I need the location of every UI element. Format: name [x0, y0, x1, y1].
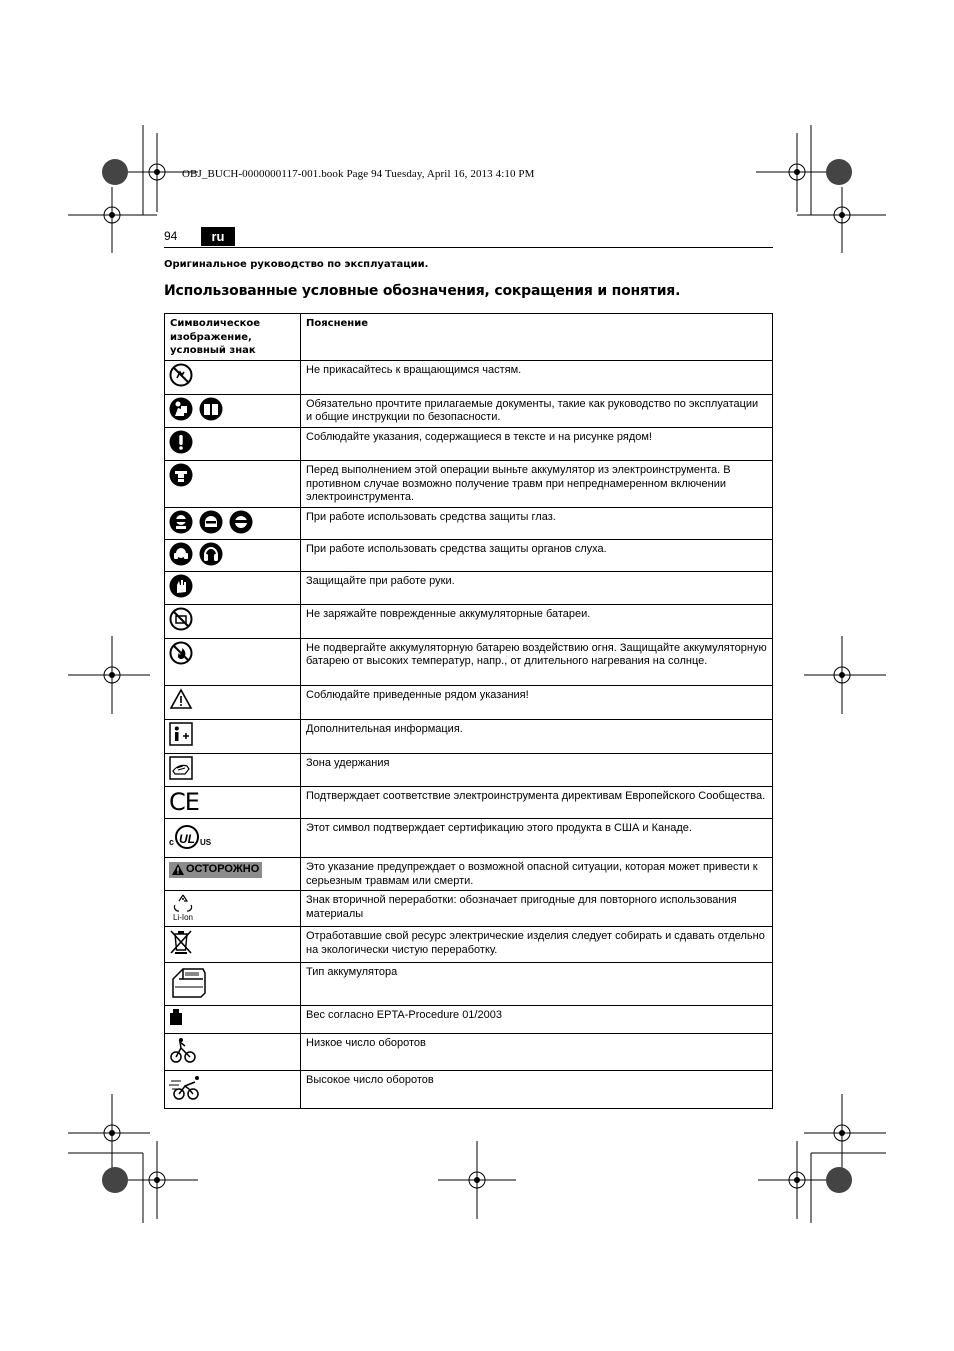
- explanation-cell: Отработавшие свой ресурс электрические изделия следует собирать и сдавать отдельно на экологически чистую переработку.: [301, 927, 773, 963]
- ul-mark-icon: [169, 821, 296, 849]
- table-row: [165, 787, 773, 819]
- exclamation-icon: [169, 430, 193, 454]
- warning-label-icon: [169, 862, 262, 878]
- table-row: [165, 685, 773, 719]
- explanation-cell: Знак вторичной переработки: обозначает пригодные для повторного использования материалы: [301, 891, 773, 927]
- li-ion-label: Li-Ion: [172, 913, 193, 922]
- face-shield-icon: [199, 510, 223, 534]
- manual-book-icon: [199, 397, 223, 421]
- warning-triangle-icon: [169, 688, 193, 710]
- table-row: [165, 819, 773, 858]
- explanation-cell: Вес согласно EPTA-Procedure 01/2003: [301, 1006, 773, 1034]
- ear-protection-icon: [169, 542, 193, 566]
- table-row: [165, 1033, 773, 1071]
- eye-protection-icon: [229, 510, 253, 534]
- table-row: [165, 1071, 773, 1109]
- symbol-cell: [165, 1033, 301, 1071]
- explanation-cell: Защищайте при работе руки.: [301, 571, 773, 605]
- symbol-cell: [165, 539, 301, 571]
- column-header-explanation: Пояснение: [301, 314, 773, 361]
- no-touch-rotating-icon: [169, 363, 193, 387]
- explanation-cell: Перед выполнением этой операции выньте аккумулятор из электроинструмента. В противном случае возможно получение травм при непреднамеренном включении электроинструмента.: [301, 461, 773, 508]
- recycling-arrows-icon: [171, 893, 195, 913]
- table-row: [165, 719, 773, 753]
- explanation-cell: Не подвергайте аккумуляторную батарею воздействию огня. Защищайте аккумуляторную батарею от высоких температур, напр., от длительного нагревания на солнце.: [301, 638, 773, 685]
- symbol-cell: [165, 962, 301, 1006]
- book-info-line: OBJ_BUCH-0000000117-001.book Page 94 Tuesday, April 16, 2013 4:10 PM: [182, 168, 535, 180]
- warning-label-text: ОСТОРОЖНО: [186, 863, 260, 875]
- low-speed-icon: [169, 1036, 197, 1064]
- grip-zone-icon: [169, 756, 193, 780]
- table-row: [165, 891, 773, 927]
- high-speed-icon: [169, 1073, 203, 1101]
- explanation-cell: Не прикасайтесь к вращающимся частям.: [301, 361, 773, 395]
- table-row: [165, 962, 773, 1006]
- recycling-li-ion-icon: [169, 893, 197, 922]
- symbol-cell: [165, 1006, 301, 1034]
- symbol-cell: [165, 891, 301, 927]
- weight-icon: [169, 1008, 183, 1026]
- table-row: [165, 394, 773, 427]
- table-row: [165, 461, 773, 508]
- header-divider: [164, 247, 773, 248]
- info-plus-icon: [169, 722, 193, 746]
- table-row: [165, 427, 773, 461]
- explanation-cell: Соблюдайте указания, содержащиеся в тексте и на рисунке рядом!: [301, 427, 773, 461]
- ear-muff-icon: [199, 542, 223, 566]
- language-tag: ru: [201, 227, 235, 246]
- explanation-cell: Высокое число оборотов: [301, 1071, 773, 1109]
- table-header-row: [165, 314, 773, 361]
- symbol-cell: [165, 858, 301, 891]
- ce-mark-icon: CE: [169, 788, 199, 816]
- symbol-cell: [165, 507, 301, 539]
- no-charge-damaged-icon: [169, 607, 193, 631]
- battery-pack-icon: [169, 965, 209, 999]
- symbol-cell: [165, 461, 301, 508]
- column-header-symbol: Символическое изображение, условный знак: [165, 314, 301, 361]
- table-row: [165, 927, 773, 963]
- symbol-cell: [165, 927, 301, 963]
- explanation-cell: Соблюдайте приведенные рядом указания!: [301, 685, 773, 719]
- no-fire-icon: [169, 641, 193, 665]
- table-row: [165, 753, 773, 787]
- ul-circle-label: UL: [175, 825, 199, 849]
- explanation-cell: Низкое число оборотов: [301, 1033, 773, 1071]
- table-row: [165, 605, 773, 639]
- table-row: [165, 638, 773, 685]
- symbols-table: [164, 313, 773, 1109]
- explanation-cell: Подтверждает соответствие электроинструмента директивам Европейского Сообщества.: [301, 787, 773, 819]
- safety-goggles-icon: [169, 510, 193, 534]
- table-row: [165, 571, 773, 605]
- ul-us-label: US: [200, 837, 212, 847]
- hand-protection-icon: [169, 574, 193, 598]
- table-row: [165, 539, 773, 571]
- symbol-cell: [165, 361, 301, 395]
- symbol-cell: [165, 427, 301, 461]
- ul-c-label: c: [169, 836, 175, 847]
- page-number: 94: [164, 229, 178, 243]
- document-subtitle: Оригинальное руководство по эксплуатации.: [164, 259, 429, 270]
- explanation-cell: Обязательно прочтите прилагаемые документы, такие как руководство по эксплуатации и общие инструкции по безопасности.: [301, 394, 773, 427]
- explanation-cell: Дополнительная информация.: [301, 719, 773, 753]
- read-manual-icon: [169, 397, 193, 421]
- table-row: [165, 1006, 773, 1034]
- table-row: [165, 361, 773, 395]
- symbol-cell: [165, 1071, 301, 1109]
- symbol-cell: [165, 394, 301, 427]
- remove-battery-icon: [169, 463, 193, 487]
- explanation-cell: При работе использовать средства защиты глаз.: [301, 507, 773, 539]
- weee-bin-icon: [169, 929, 193, 955]
- table-row: [165, 507, 773, 539]
- symbol-cell: [165, 787, 301, 819]
- symbol-cell: [165, 638, 301, 685]
- explanation-cell: Это указание предупреждает о возможной опасной ситуации, которая может привести к серьезным травмам или смерти.: [301, 858, 773, 891]
- symbol-cell: [165, 719, 301, 753]
- table-row: [165, 858, 773, 891]
- explanation-cell: Не заряжайте поврежденные аккумуляторные батареи.: [301, 605, 773, 639]
- symbol-cell: [165, 753, 301, 787]
- explanation-cell: Этот символ подтверждает сертификацию этого продукта в США и Канаде.: [301, 819, 773, 858]
- symbol-cell: [165, 685, 301, 719]
- symbol-cell: [165, 571, 301, 605]
- explanation-cell: Зона удержания: [301, 753, 773, 787]
- explanation-cell: При работе использовать средства защиты органов слуха.: [301, 539, 773, 571]
- symbol-cell: [165, 819, 301, 858]
- symbol-cell: [165, 605, 301, 639]
- explanation-cell: Тип аккумулятора: [301, 962, 773, 1006]
- warning-triangle-small-icon: [172, 864, 184, 875]
- section-heading: Использованные условные обозначения, сокращения и понятия.: [164, 283, 681, 299]
